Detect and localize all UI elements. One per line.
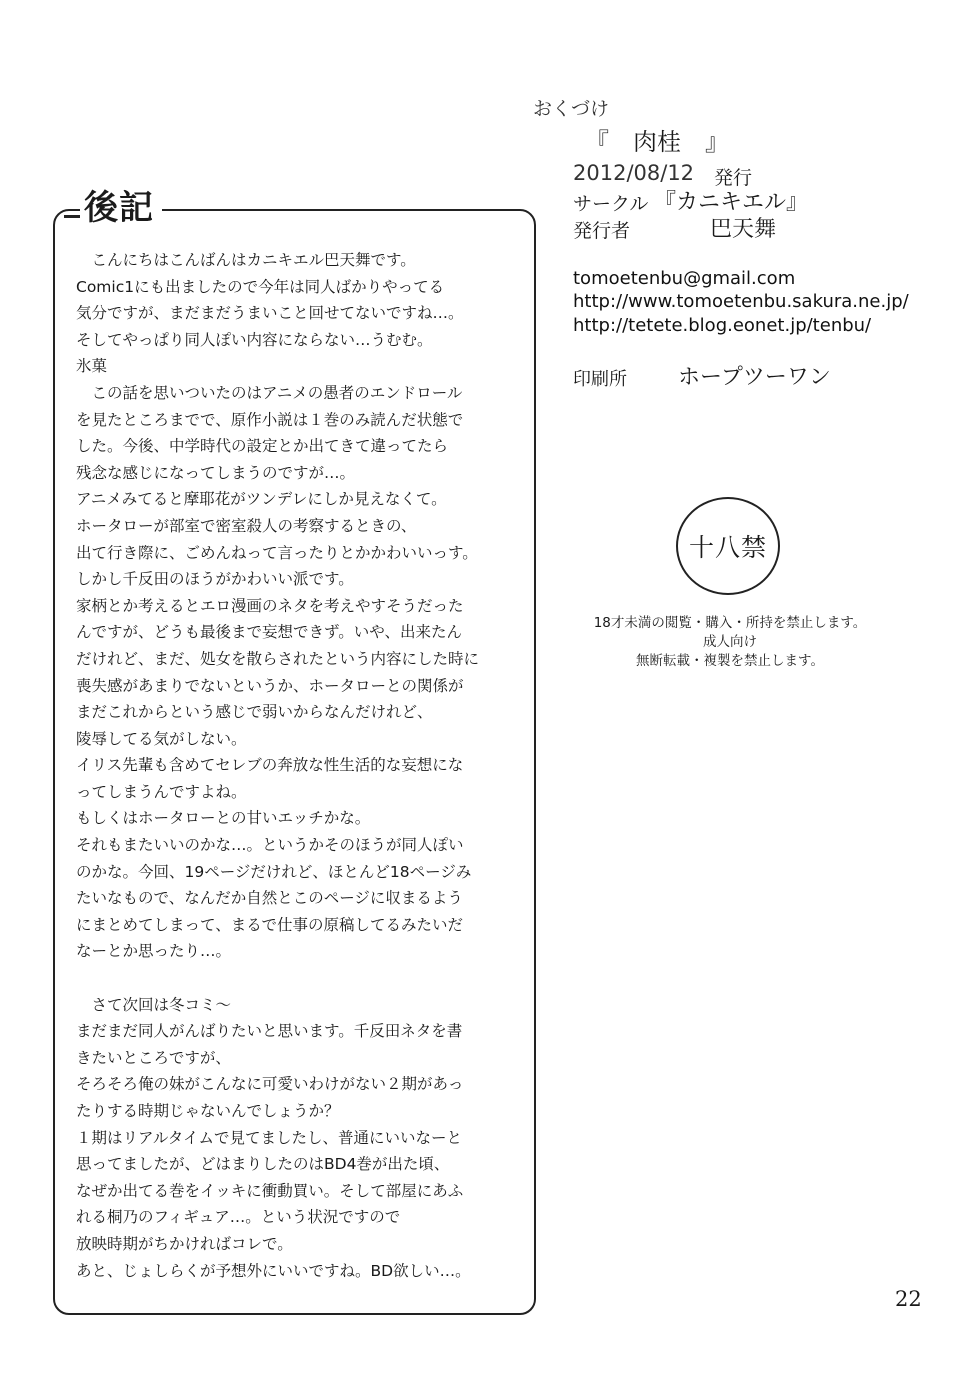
afterword-line: 思ってましたが、どはまりしたのはBD4巻が出た頃、 bbox=[76, 1155, 450, 1174]
publisher-label: 発行者 bbox=[573, 220, 631, 242]
afterword-line: なーとか思ったり…。 bbox=[76, 942, 232, 961]
publisher-name: 巴天舞 bbox=[710, 217, 777, 242]
afterword-line: んですが、どうも最後まで妄想できず。いや、出来たん bbox=[76, 623, 462, 642]
contact-email: tomoetenbu@gmail.com bbox=[573, 268, 796, 289]
website-url: http://www.tomoetenbu.sakura.ne.jp/ bbox=[573, 291, 909, 312]
copyright-notice: 無断転載・複製を禁止します。 bbox=[636, 653, 824, 669]
afterword-line bbox=[76, 965, 526, 992]
afterword-line: たりする時期じゃないんでしょうか？ bbox=[76, 1102, 340, 1120]
printer-name: ホープツーワン bbox=[678, 365, 831, 390]
afterword-line: そろそろ俺の妹がこんなに可愛いわけがない２期があっ bbox=[76, 1075, 464, 1094]
afterword-line: しかし千反田のほうがかわいい派です。 bbox=[76, 570, 354, 589]
afterword-line: あと、じょしらくが予想外にいいですね。BD欲しい…。 bbox=[76, 1261, 471, 1280]
afterword-line: した。今後、中学時代の設定とか出てきて違ってたら bbox=[76, 437, 449, 456]
afterword-line: なぜか出てる巻をイッキに衝動買い。そして部屋にあふ bbox=[76, 1181, 464, 1200]
adult-content-notice: 成人向け bbox=[703, 634, 757, 650]
afterword-line: 残念な感じになってしまうのですが…。 bbox=[76, 463, 356, 482]
afterword-line: １期はリアルタイムで見てましたし、普通にいいなーと bbox=[76, 1128, 462, 1147]
afterword-line: 陵辱してる気がしない。 bbox=[76, 729, 247, 748]
page-number: 22 bbox=[895, 1287, 922, 1311]
printer-label: 印刷所 bbox=[573, 369, 627, 390]
afterword-text bbox=[76, 247, 526, 1284]
afterword-line: 気分ですが、まだまだうまいこと回せてないですね…。 bbox=[76, 304, 464, 323]
circle-label: サークル bbox=[573, 193, 649, 215]
afterword-line: まだこれからという感じで弱いからなんだけれど、 bbox=[76, 703, 433, 722]
afterword-line: にまとめてしまって、まるで仕事の原稿してるみたいだ bbox=[76, 915, 464, 934]
afterword-line: さて次回は冬コミ～ bbox=[76, 995, 232, 1014]
afterword-line: れる桐乃のフィギュア…。という状況ですので bbox=[76, 1208, 401, 1227]
afterword-line: こんにちはこんばんはカニキエル巴天舞です。 bbox=[76, 251, 416, 269]
afterword-line: それもまたいいのかな…。というかそのほうが同人ぽい bbox=[76, 836, 464, 855]
afterword-line: 家柄とか考えるとエロ漫画のネタを考えやすそうだった bbox=[76, 596, 464, 615]
afterword-line: まだまだ同人がんばりたいと思います。千反田ネタを書 bbox=[76, 1022, 463, 1041]
afterword-line: たいなもので、なんだか自然とこのページに収まるよう bbox=[76, 889, 463, 908]
afterword-line: 喪失感があまりでないというか、ホータローとの関係が bbox=[76, 676, 464, 695]
afterword-line: だけれど、まだ、処女を散らされたという内容にした時に bbox=[76, 649, 480, 668]
afterword-line: 放映時期がちかければコレで。 bbox=[76, 1234, 293, 1253]
publication-date: 2012/08/12 bbox=[573, 161, 695, 185]
afterword-line: この話を思いついたのはアニメの愚者のエンドロール bbox=[76, 383, 463, 402]
afterword-line: きたいところですが、 bbox=[76, 1048, 231, 1067]
circle-name: 『カニキエル』 bbox=[654, 190, 809, 215]
afterword-line: もしくはホータローとの甘いエッチかな。 bbox=[76, 809, 371, 828]
afterword-line: アニメみてると摩耶花がツンデレにしか見えなくて。 bbox=[76, 490, 447, 509]
book-title: 『 肉桂 』 bbox=[585, 128, 729, 156]
colophon-label: おくづけ bbox=[533, 98, 610, 120]
afterword-title: 後記 bbox=[80, 186, 162, 230]
afterword-line: そしてやっぱり同人ぽい内容にならない…うむむ。 bbox=[76, 330, 433, 349]
adult-rating-seal bbox=[676, 497, 780, 595]
age-restriction-notice: 18才未満の閲覧・購入・所持を禁止します。 bbox=[593, 615, 867, 631]
afterword-line: 出て行き際に、ごめんねって言ったりとかかわいいっす。 bbox=[76, 543, 478, 562]
afterword-line: ってしまうんですよね。 bbox=[76, 782, 247, 801]
afterword-line: を見たところまでで、原作小説は１巻のみ読んだ状態で bbox=[76, 410, 464, 429]
afterword-line: 氷菓 bbox=[76, 357, 108, 376]
adult-rating-seal-text: 十八禁 bbox=[688, 533, 767, 562]
blog-url: http://tetete.blog.eonet.jp/tenbu/ bbox=[573, 315, 872, 336]
publication-date-suffix: 発行 bbox=[714, 167, 753, 189]
afterword-line: イリス先輩も含めてセレブの奔放な性生活的な妄想にな bbox=[76, 756, 464, 775]
afterword-line: Comic1にも出ましたので今年は同人ばかりやってる bbox=[76, 277, 445, 296]
afterword-line: のかな。今回、19ページだけれど、ほとんど18ページみ bbox=[76, 862, 472, 881]
afterword-line: ホータローが部室で密室殺人の考察するときの、 bbox=[76, 516, 417, 535]
